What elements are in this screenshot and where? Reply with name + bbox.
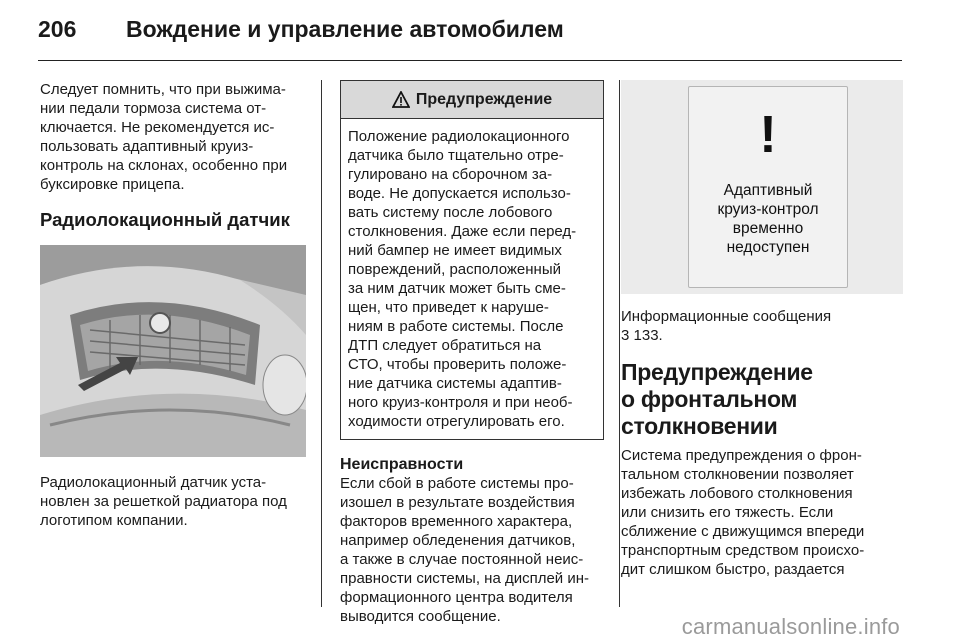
info-messages-reference: Информационные сообщения 3 133. (621, 308, 832, 344)
page-number: 206 (38, 16, 77, 42)
dic-display-illustration (621, 80, 903, 294)
warning-triangle-icon (392, 91, 410, 109)
radar-sensor-caption: Радиолокационный датчик уста- новлен за решеткой радиатора под логотипом компании. (40, 474, 287, 529)
page-header (38, 10, 918, 60)
page-title: Вождение и управление автомобилем (126, 16, 564, 42)
column-divider-1 (321, 80, 322, 607)
section-title-radar-sensor: Радиолокационный датчик (40, 209, 290, 230)
radar-sensor-photo (40, 245, 306, 457)
dic-display-screen (688, 86, 848, 288)
warning-header (341, 81, 603, 119)
faults-paragraph: Если сбой в работе системы про- изошел в результате воздействия факторов временного характера, например обледенения датчиков, а также в случае постоянной неис- правности системы, на дисплей ин- формационного центра водителя выводится сообщение. (340, 475, 590, 625)
warning-box (340, 80, 604, 440)
section-title-faults: Неисправности (340, 456, 464, 473)
column-2 (340, 80, 604, 626)
column-divider-2 (619, 80, 620, 607)
intro-paragraph: Следует помнить, что при выжима- нии педали тормоза система от- ключается. Не рекомендуется ис- пользовать адаптивный круиз- контроль на склонах, особенно при буксировке прицепа. (40, 81, 288, 193)
display-message: Адаптивный круиз-контрол временно недоступен (717, 182, 819, 256)
section-title-forward-collision: Предупреждение о фронтальном столкновении (621, 359, 813, 439)
watermark: carmanualsonline.info (681, 614, 900, 639)
forward-collision-paragraph: Система предупреждения о фрон- тальном столкновении позволяет избежать лобового столкновения или снизить его тяжесть. Если сближение с движущимся впереди транспортным средством происхо- дит слишком быстро, раздается (621, 447, 865, 578)
exclamation-icon: ! (759, 106, 777, 164)
column-1 (40, 80, 306, 530)
warning-body: Положение радиолокационного датчика было тщательно отре- гулировано на сборочном за- воде. Не допускается использо- вать систему после лобового столкновения. Даже если перед- ний бампер не имеет видимых повреждений, расположенный за ним датчик может быть сме- щен, что приведет к наруше- ниям в работе системы. После ДТП следует обратиться на СТО, чтобы проверить положе- ние датчика системы адаптив- ного круиз-контроля и при необ- ходимости отрегулировать его. (348, 128, 577, 430)
column-3 (621, 80, 903, 579)
header-divider (38, 60, 902, 61)
warning-title: Предупреждение (415, 90, 553, 108)
